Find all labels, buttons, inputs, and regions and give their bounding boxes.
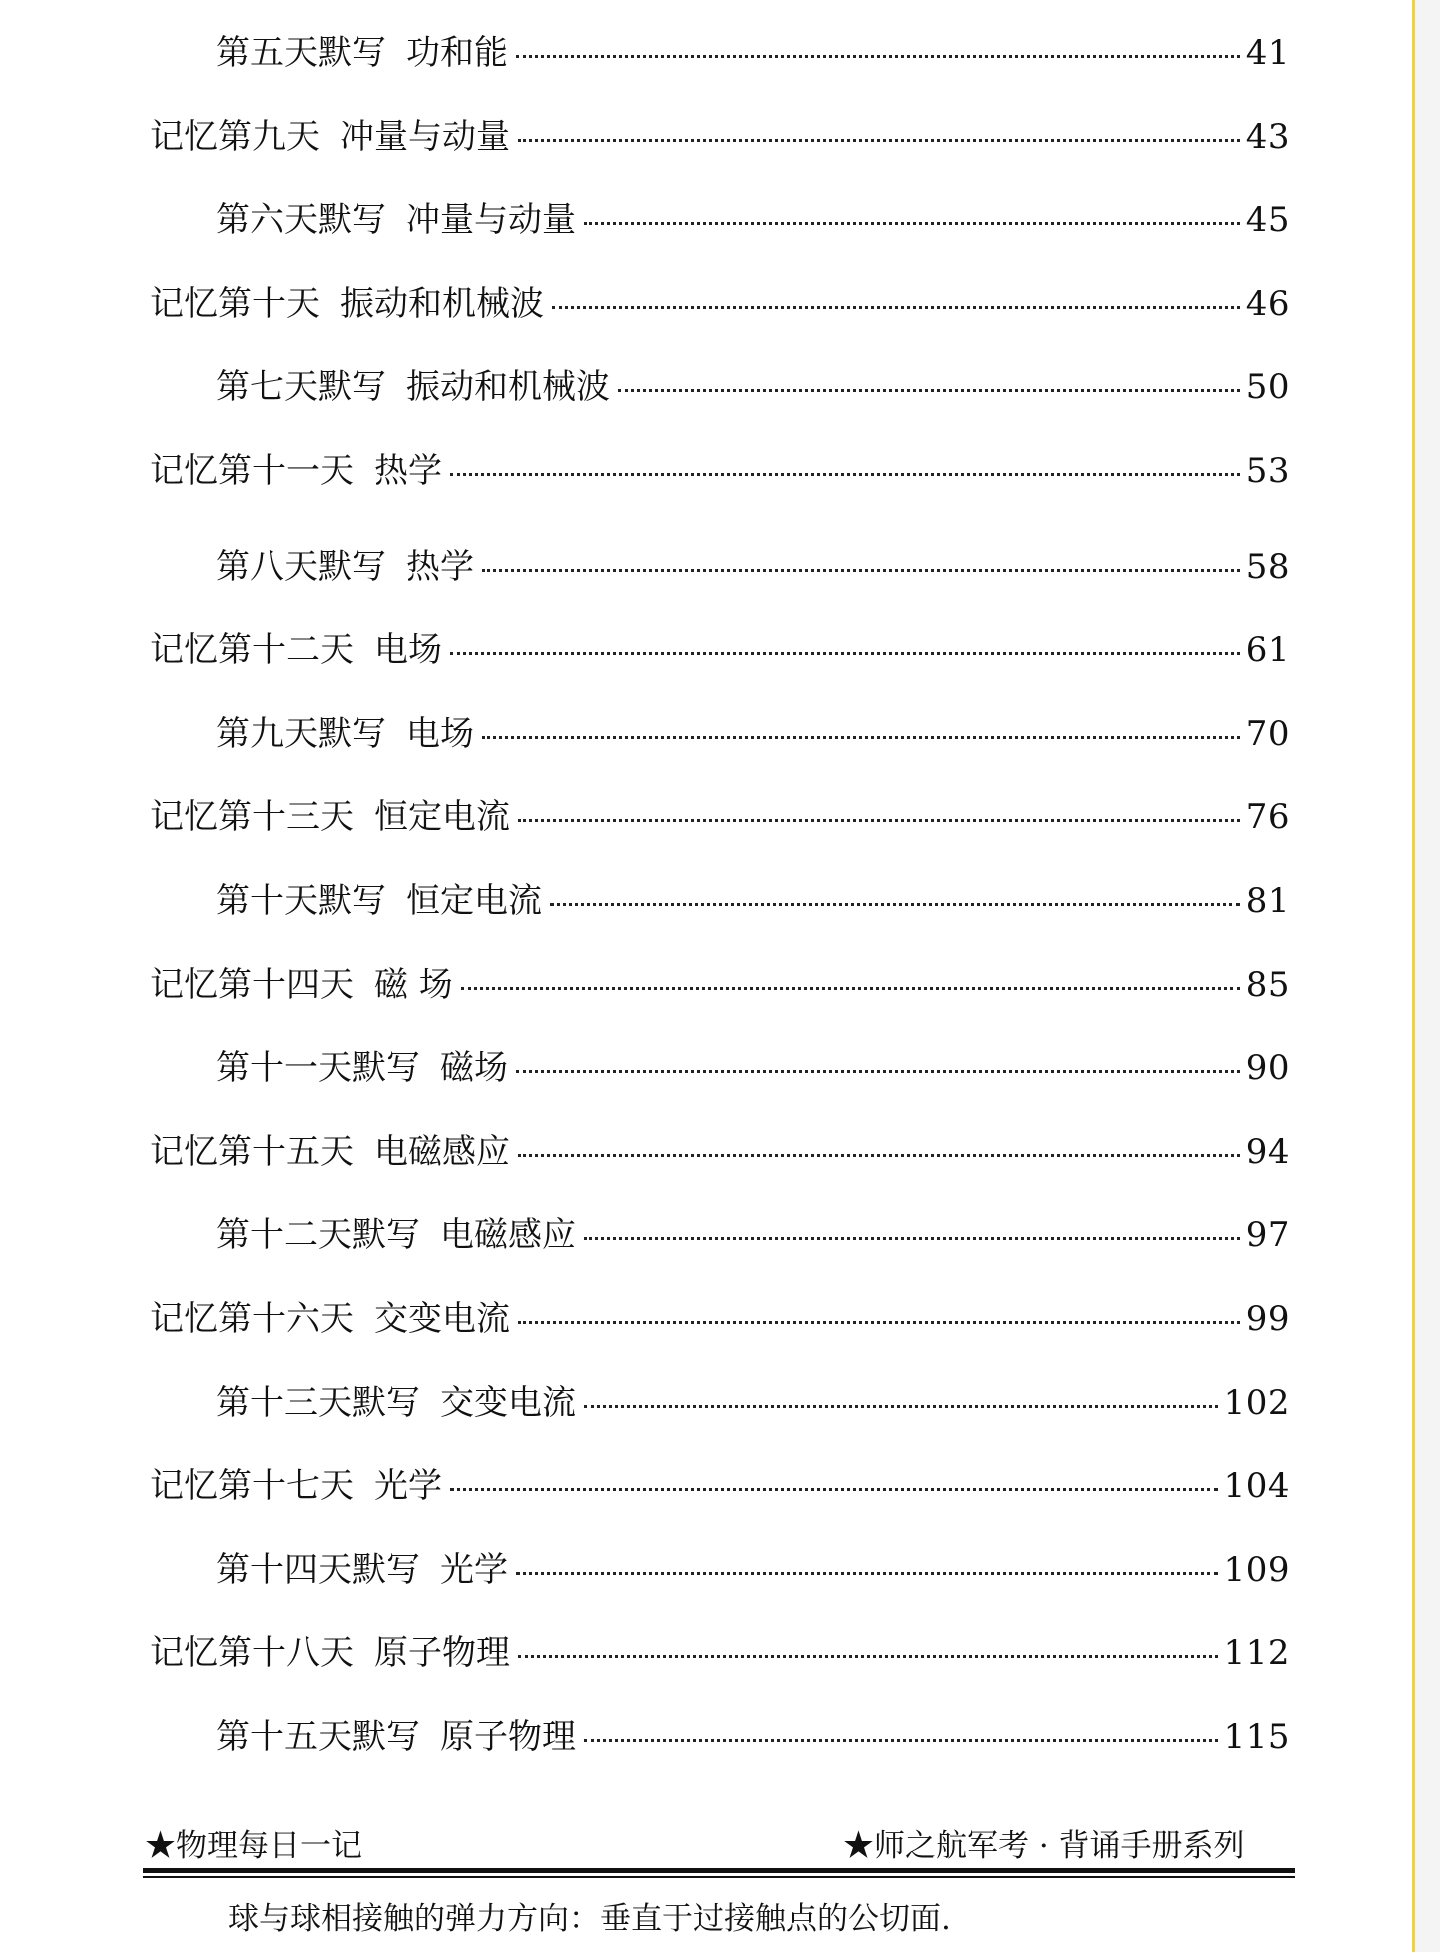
toc-day-label: 第十二天默写 [216,1215,420,1256]
toc-entry-title [216,526,474,610]
toc-page-number: 41 [1245,33,1290,73]
toc-topic-label: 电磁感应 [440,1215,576,1256]
toc-row[interactable] [150,944,1290,1028]
toc-page-number: 45 [1245,200,1290,241]
toc-day-label: 第九天默写 [216,713,386,754]
toc-topic-label: 冲量与动量 [406,200,576,241]
toc-entry-title [150,1111,510,1195]
toc-row[interactable] [150,1362,1290,1446]
toc-dot-leader [482,736,1240,739]
toc-day-label: 第十三天默写 [216,1382,420,1423]
toc-day-label: 第十天默写 [216,880,386,921]
toc-dot-leader [584,222,1240,225]
table-of-contents [150,12,1290,1779]
toc-page-number: 90 [1245,1048,1290,1089]
toc-topic-label: 电场 [374,630,442,671]
toc-dot-leader [516,55,1240,58]
footer-series-left: ★物理每日一记 [145,1828,362,1864]
toc-page-number: 43 [1245,116,1290,157]
toc-topic-label: 恒定电流 [374,797,510,838]
toc-dot-leader [618,389,1240,392]
toc-page-number: 94 [1245,1131,1290,1172]
toc-entry-title [216,860,542,944]
toc-dot-leader [518,819,1240,822]
toc-topic-label: 电磁感应 [374,1131,510,1172]
toc-topic-label: 交变电流 [374,1298,510,1339]
toc-topic-label: 磁场 [440,1048,508,1089]
toc-page-number: 115 [1223,1716,1290,1757]
footer-rule-thick [143,1868,1295,1873]
toc-day-label: 记忆第九天 [150,116,320,157]
toc-topic-label: 原子物理 [440,1716,576,1757]
toc-row[interactable] [150,1194,1290,1278]
toc-row[interactable] [150,1696,1290,1780]
toc-row[interactable] [150,1529,1290,1613]
toc-dot-leader [518,1154,1240,1157]
toc-entry-title [216,12,508,96]
toc-row[interactable] [150,430,1290,514]
toc-topic-label: 光学 [374,1466,442,1507]
toc-page-number: 76 [1245,797,1290,838]
toc-row[interactable] [150,609,1290,693]
footer-rule-thin [143,1876,1295,1878]
toc-day-label: 记忆第十七天 [150,1466,354,1507]
toc-dot-leader [450,473,1240,476]
toc-entry-title [216,179,576,263]
footer-series-right: ★师之航军考 · 背诵手册系列 [843,1828,1245,1864]
toc-entry-title [216,1529,508,1613]
toc-topic-label: 振动和机械波 [406,367,610,408]
toc-page-number: 112 [1223,1633,1290,1674]
toc-row[interactable] [150,12,1290,96]
toc-row[interactable] [150,1445,1290,1529]
toc-row[interactable] [150,1278,1290,1362]
toc-dot-leader [552,306,1240,309]
toc-entry-title [216,1696,576,1780]
toc-day-label: 第十四天默写 [216,1549,420,1590]
toc-dot-leader [461,987,1240,990]
toc-page-number: 53 [1245,450,1290,491]
toc-entry-title [216,1194,576,1278]
toc-day-label: 第八天默写 [216,546,386,587]
toc-entry-title [150,944,453,1028]
toc-entry-title [150,1445,442,1529]
toc-day-label: 记忆第十八天 [150,1633,354,1674]
toc-day-label: 记忆第十一天 [150,450,354,491]
toc-dot-leader [450,1488,1218,1491]
toc-row[interactable] [150,96,1290,180]
toc-topic-label: 功和能 [406,33,508,73]
toc-day-label: 第七天默写 [216,367,386,408]
toc-dot-leader [584,1405,1218,1408]
toc-topic-label: 冲量与动量 [340,116,510,157]
toc-dot-leader [518,139,1240,142]
toc-entry-title [216,346,610,430]
toc-entry-title [150,96,510,180]
toc-topic-label: 原子物理 [374,1633,510,1674]
toc-row[interactable] [150,346,1290,430]
toc-dot-leader [550,903,1240,906]
toc-day-label: 第五天默写 [216,33,386,73]
toc-dot-leader [518,1655,1218,1658]
toc-page-number: 58 [1245,546,1290,587]
toc-day-label: 第六天默写 [216,200,386,241]
toc-day-label: 第十五天默写 [216,1716,420,1757]
toc-row[interactable] [150,263,1290,347]
toc-entry-title [216,693,474,777]
toc-row[interactable] [150,693,1290,777]
toc-row[interactable] [150,1027,1290,1111]
toc-day-label: 记忆第十天 [150,283,320,324]
toc-row[interactable] [150,179,1290,263]
toc-day-label: 第十一天默写 [216,1048,420,1089]
toc-entry-title [150,430,442,514]
toc-topic-label: 振动和机械波 [340,283,544,324]
toc-entry-title [150,1612,510,1696]
toc-row[interactable] [150,860,1290,944]
toc-page-number: 104 [1223,1466,1290,1507]
toc-entry-title [216,1027,508,1111]
toc-page-number: 85 [1245,964,1290,1005]
toc-dot-leader [516,1572,1218,1575]
toc-dot-leader [584,1739,1218,1742]
toc-topic-label: 热学 [406,546,474,587]
toc-dot-leader [518,1321,1240,1324]
toc-day-label: 记忆第十二天 [150,630,354,671]
toc-page-number: 70 [1245,713,1290,754]
toc-row[interactable] [150,1111,1290,1195]
toc-page-number: 50 [1245,367,1290,408]
toc-day-label: 记忆第十六天 [150,1298,354,1339]
toc-page-number: 97 [1245,1215,1290,1256]
toc-day-label: 记忆第十五天 [150,1131,354,1172]
toc-row[interactable] [150,1612,1290,1696]
toc-page-number: 102 [1223,1382,1290,1423]
toc-dot-leader [516,1070,1240,1073]
toc-dot-leader [450,652,1240,655]
toc-row[interactable] [150,776,1290,860]
toc-page-number: 81 [1245,880,1290,921]
toc-topic-label: 光学 [440,1549,508,1590]
toc-entry-title [216,1362,576,1446]
toc-entry-title [150,609,442,693]
toc-entry-title [150,263,544,347]
toc-day-label: 记忆第十四天 [150,964,354,1005]
toc-page-number: 46 [1245,283,1290,324]
toc-dot-leader [584,1237,1240,1240]
toc-topic-label: 交变电流 [440,1382,576,1423]
toc-row[interactable] [150,526,1290,610]
toc-page-number: 109 [1223,1549,1290,1590]
toc-entry-title [150,1278,510,1362]
toc-day-label: 记忆第十三天 [150,797,354,838]
toc-topic-label: 电场 [406,713,474,754]
toc-topic-label: 磁 场 [374,964,453,1005]
toc-page-number: 61 [1245,630,1290,671]
bottom-note: 球与球相接触的弹力方向：垂直于过接触点的公切面. [228,1901,951,1937]
toc-entry-title [150,776,510,860]
toc-page-number: 99 [1245,1298,1290,1339]
toc-topic-label: 热学 [374,450,442,491]
toc-dot-leader [482,569,1240,572]
toc-topic-label: 恒定电流 [406,880,542,921]
